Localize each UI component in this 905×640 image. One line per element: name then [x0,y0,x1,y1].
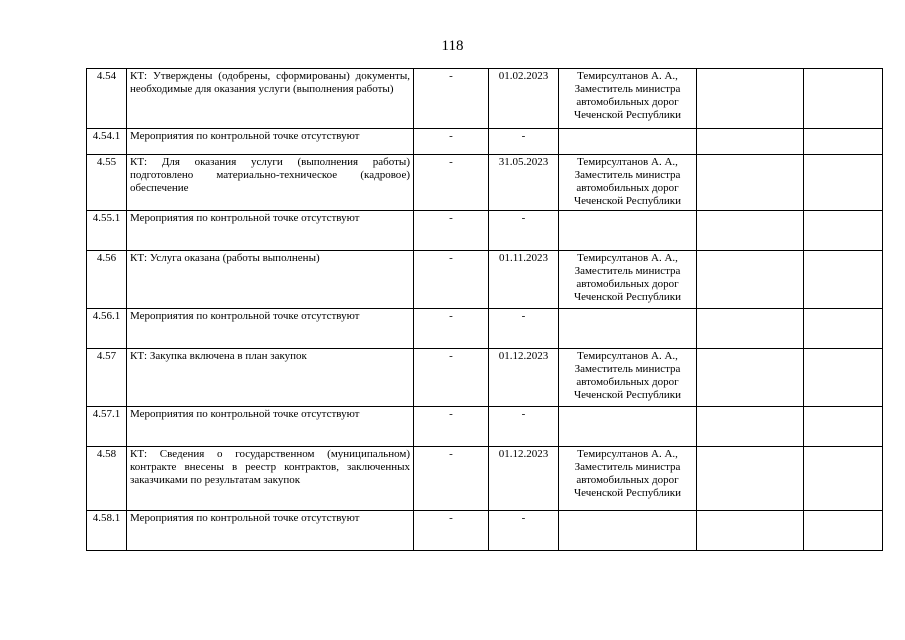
row-number: 4.57 [87,349,127,407]
row-end-date: 01.02.2023 [489,69,559,129]
row-name-text: КТ: Закупка включена в план закупок [130,350,307,362]
table-row [87,69,883,129]
row-name [127,155,414,211]
row-end-date: 31.05.2023 [489,155,559,211]
row-col6 [697,309,804,349]
row-name [127,309,414,349]
row-col7 [804,211,883,251]
table-row [87,251,883,309]
row-col6 [697,211,804,251]
row-col6 [697,511,804,551]
row-col6 [697,69,804,129]
table-row [87,407,883,447]
row-start-date: - [414,155,489,211]
row-start-date: - [414,511,489,551]
row-end-date: - [489,309,559,349]
row-name [127,447,414,511]
row-number: 4.56.1 [87,309,127,349]
row-col6 [697,407,804,447]
row-name-text: КТ: Утверждены (одобрены, сформированы) документы, необходимые для оказания услуги (выполнения работы) [130,70,410,95]
row-name [127,407,414,447]
row-col6 [697,251,804,309]
row-responsible: Темирсултанов А. А., Заместитель министра автомобильных дорог Чеченской Республики [559,447,697,511]
row-col6 [697,447,804,511]
table-row [87,129,883,155]
row-responsible [559,511,697,551]
row-name [127,211,414,251]
row-number: 4.54.1 [87,129,127,155]
row-col7 [804,309,883,349]
row-col7 [804,349,883,407]
row-responsible [559,309,697,349]
row-col7 [804,155,883,211]
table-row [87,155,883,211]
row-number: 4.58.1 [87,511,127,551]
row-col7 [804,69,883,129]
row-name-text: Мероприятия по контрольной точке отсутствуют [130,408,360,420]
row-name-text: КТ: Для оказания услуги (выполнения работы) подготовлено материально-техническое (кадровое) обеспечение [130,156,410,194]
row-col6 [697,155,804,211]
row-number: 4.54 [87,69,127,129]
table-row [87,211,883,251]
row-col6 [697,129,804,155]
row-start-date: - [414,129,489,155]
row-number: 4.57.1 [87,407,127,447]
row-responsible: Темирсултанов А. А., Заместитель министра автомобильных дорог Чеченской Республики [559,349,697,407]
row-responsible: Темирсултанов А. А., Заместитель министра автомобильных дорог Чеченской Республики [559,251,697,309]
table-row [87,511,883,551]
row-start-date: - [414,447,489,511]
row-end-date: - [489,211,559,251]
row-col7 [804,129,883,155]
row-start-date: - [414,309,489,349]
row-number: 4.55.1 [87,211,127,251]
table-row [87,349,883,407]
row-col7 [804,251,883,309]
table-body [87,69,883,551]
control-points-table [86,68,883,551]
row-number: 4.56 [87,251,127,309]
row-responsible: Темирсултанов А. А., Заместитель министра автомобильных дорог Чеченской Республики [559,69,697,129]
row-end-date: 01.12.2023 [489,349,559,407]
table-row [87,309,883,349]
row-name [127,251,414,309]
row-col6 [697,349,804,407]
row-responsible: Темирсултанов А. А., Заместитель министра автомобильных дорог Чеченской Республики [559,155,697,211]
row-start-date: - [414,211,489,251]
row-name-text: Мероприятия по контрольной точке отсутствуют [130,130,360,142]
row-end-date: - [489,511,559,551]
row-responsible [559,407,697,447]
table-row [87,447,883,511]
row-number: 4.58 [87,447,127,511]
row-col7 [804,407,883,447]
row-responsible [559,211,697,251]
row-name-text: Мероприятия по контрольной точке отсутствуют [130,310,360,322]
row-name-text: Мероприятия по контрольной точке отсутствуют [130,512,360,524]
row-name-text: КТ: Услуга оказана (работы выполнены) [130,252,320,264]
row-start-date: - [414,251,489,309]
row-col7 [804,511,883,551]
row-name-text: КТ: Сведения о государственном (муниципальном) контракте внесены в реестр контрактов, заключенных заказчиками по результатам закупок [130,448,410,486]
row-name [127,349,414,407]
row-name [127,69,414,129]
row-number: 4.55 [87,155,127,211]
row-col7 [804,447,883,511]
row-name [127,129,414,155]
row-end-date: - [489,407,559,447]
row-start-date: - [414,349,489,407]
row-name [127,511,414,551]
row-end-date: 01.12.2023 [489,447,559,511]
row-end-date: 01.11.2023 [489,251,559,309]
row-responsible [559,129,697,155]
row-name-text: Мероприятия по контрольной точке отсутствуют [130,212,360,224]
row-start-date: - [414,407,489,447]
row-start-date: - [414,69,489,129]
row-end-date: - [489,129,559,155]
page-number: 118 [441,38,464,54]
